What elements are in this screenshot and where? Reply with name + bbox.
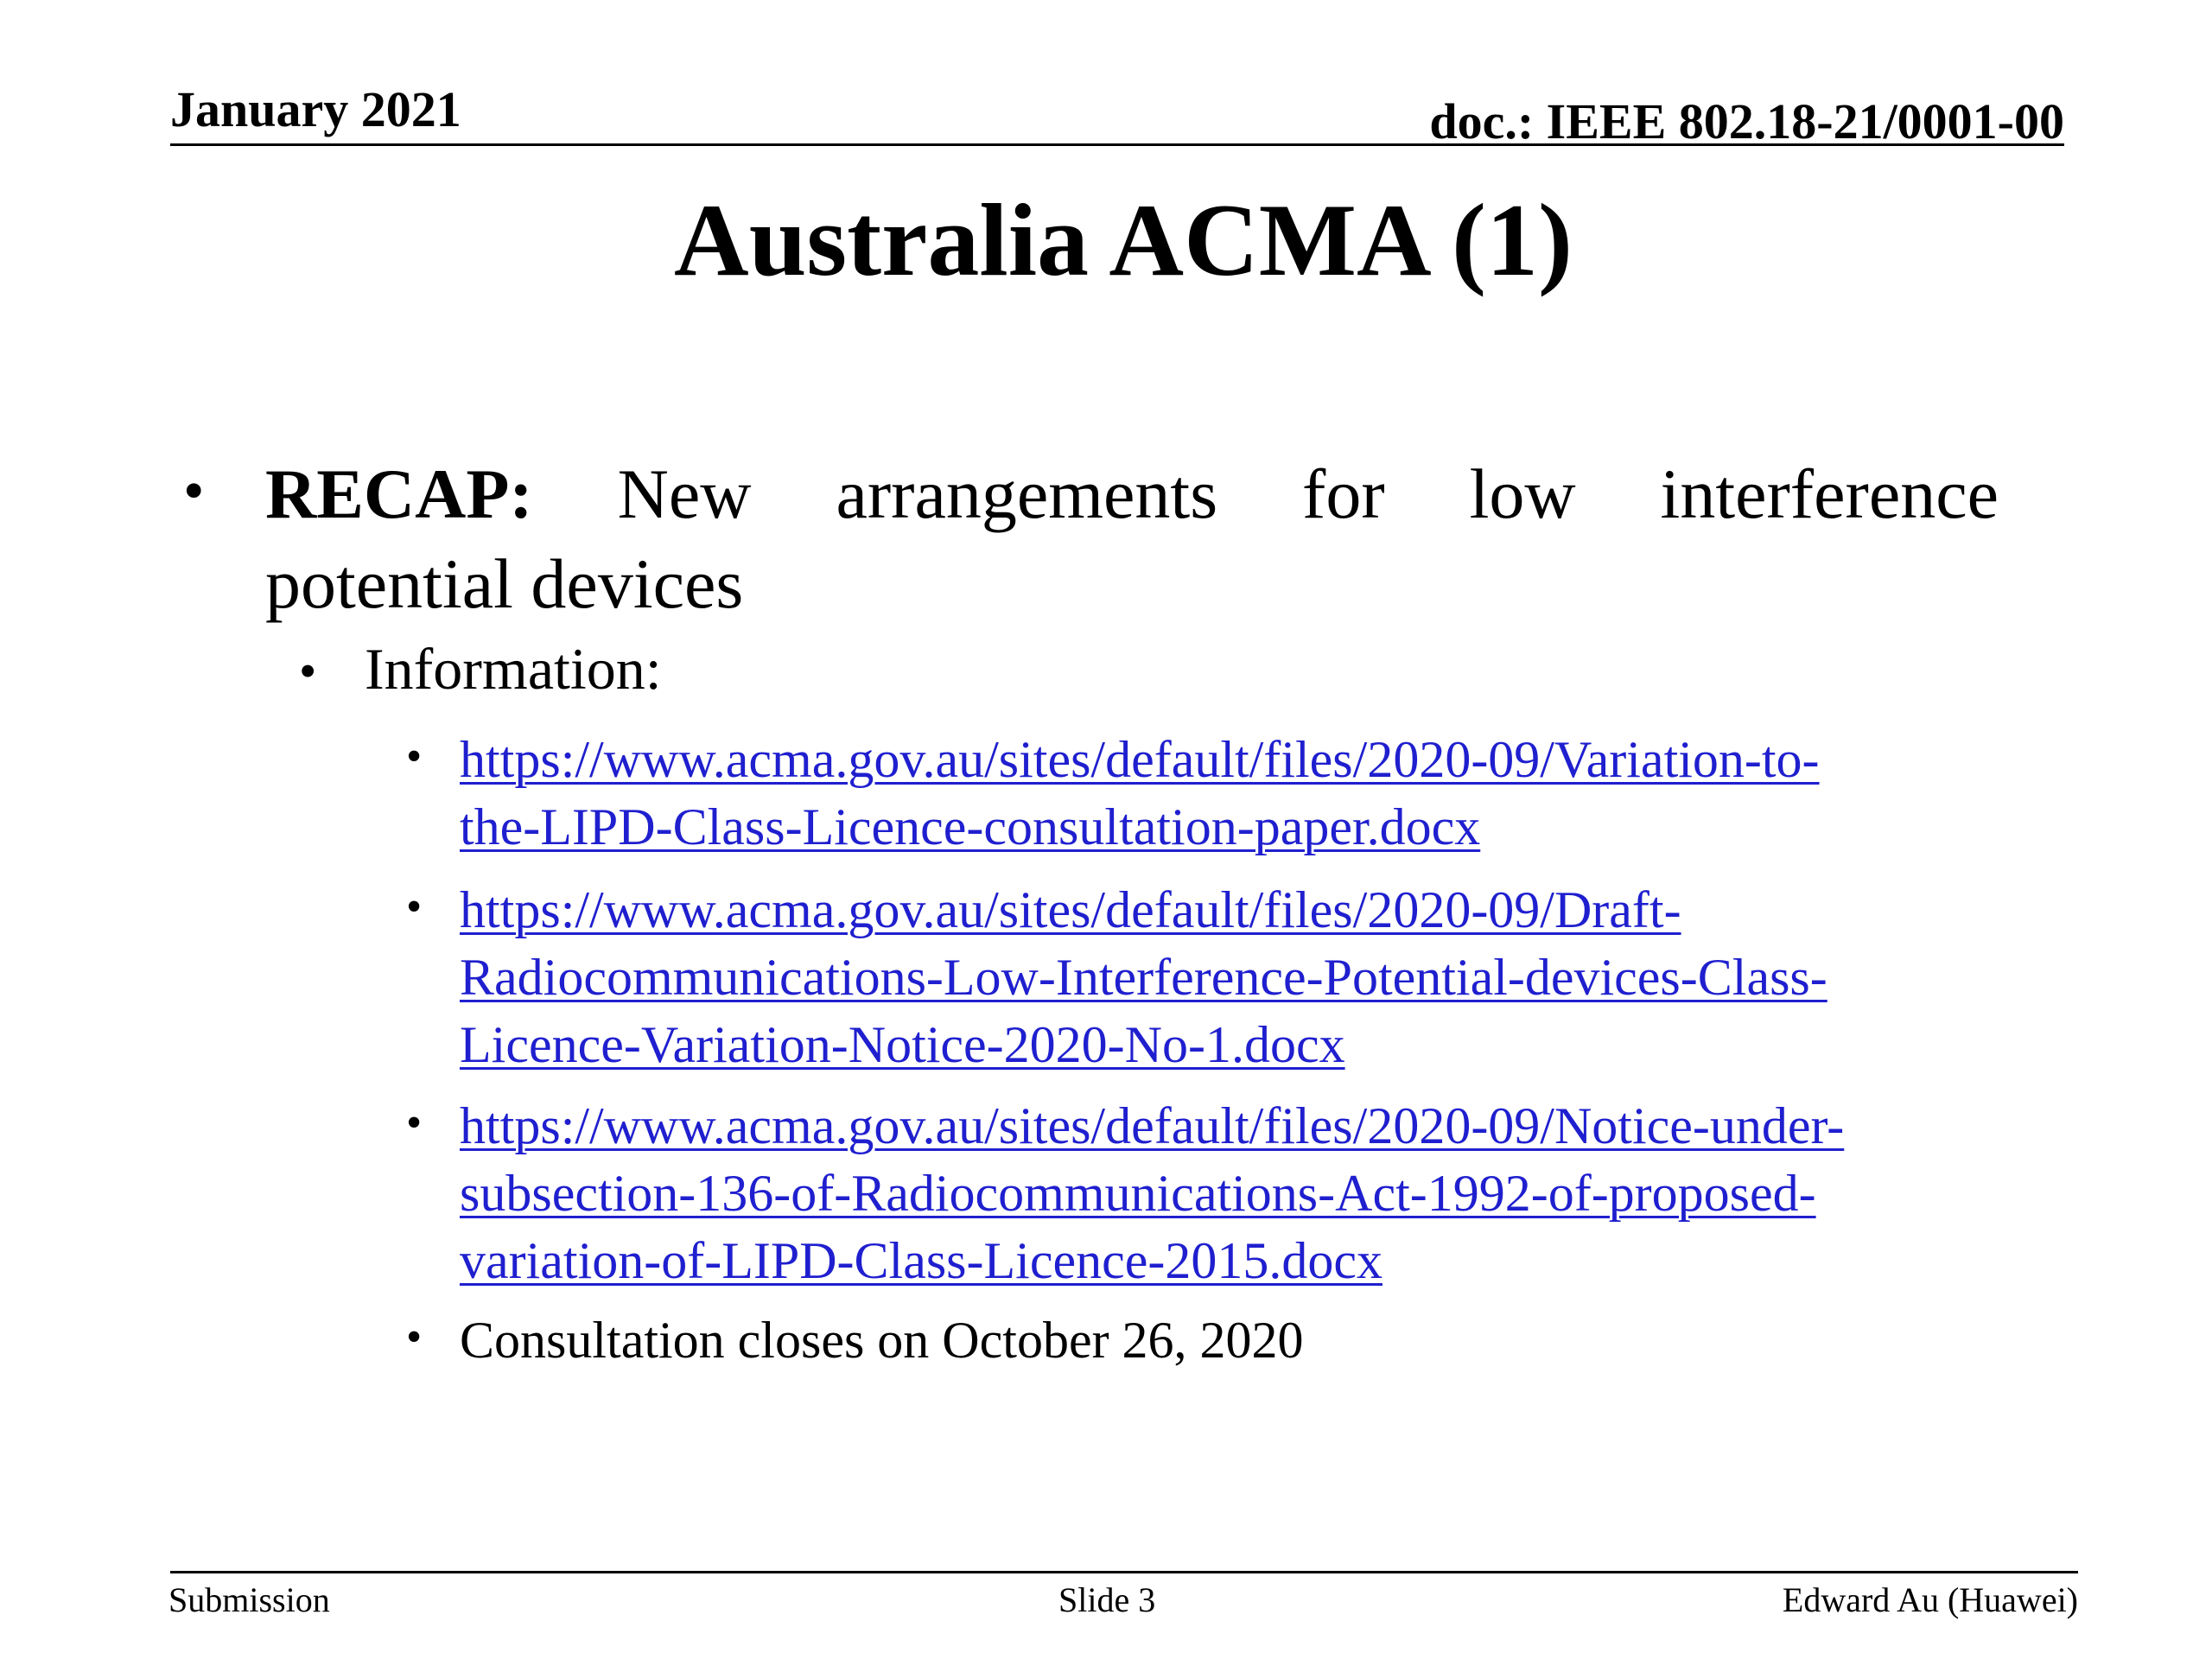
bullet-level3: •	[406, 1313, 423, 1362]
footer-slide-number: Slide 3	[1058, 1580, 1156, 1619]
link-item-3	[460, 1092, 1844, 1294]
recap-line1	[265, 449, 1999, 539]
link-2-line3[interactable]: Licence-Variation-Notice-2020-No-1.docx	[460, 1016, 1345, 1073]
bullet-level1: •	[183, 458, 205, 524]
recap-item	[265, 449, 1999, 629]
footer-divider	[170, 1571, 2078, 1573]
link-variation-consultation-paper[interactable]	[460, 731, 1820, 855]
link-notice-subsection-136[interactable]	[460, 1097, 1844, 1289]
recap-text: New arrangements for low interference	[532, 454, 1999, 533]
recap-line2: potential devices	[265, 544, 744, 623]
link-1-line2[interactable]: the-LIPD-Class-Licence-consultation-paper.docx	[460, 798, 1481, 855]
footer-submission: Submission	[168, 1580, 330, 1619]
link-1-line1[interactable]: https://www.acma.gov.au/sites/default/files/2020-09/Variation-to-	[460, 731, 1820, 788]
bullet-level3: •	[406, 1098, 423, 1147]
link-2-line2[interactable]: Radiocommunications-Low-Interference-Potential-devices-Class-	[460, 949, 1827, 1006]
bullet-level3: •	[406, 882, 423, 931]
link-item-2	[460, 876, 1827, 1078]
link-3-line1[interactable]: https://www.acma.gov.au/sites/default/files/2020-09/Notice-under-	[460, 1097, 1845, 1154]
link-3-line3[interactable]: variation-of-LIPD-Class-Licence-2015.docx	[460, 1232, 1382, 1289]
link-2-line1[interactable]: https://www.acma.gov.au/sites/default/files/2020-09/Draft-	[460, 881, 1681, 938]
footer-author: Edward Au (Huawei)	[1782, 1580, 2078, 1619]
consultation-note: Consultation closes on October 26, 2020	[460, 1312, 1304, 1369]
link-3-line2[interactable]: subsection-136-of-Radiocommunications-Act-1992-of-proposed-	[460, 1165, 1816, 1222]
header-date: January 2021	[170, 81, 461, 137]
bullet-level3: •	[406, 732, 423, 781]
slide-title: Australia ACMA (1)	[674, 182, 1573, 297]
bullet-level2: •	[299, 643, 317, 699]
link-item-1	[460, 726, 1820, 861]
information-label: Information:	[365, 636, 662, 702]
header-doc-id: doc.: IEEE 802.18-21/0001-00	[1429, 93, 2064, 149]
link-draft-variation-notice[interactable]	[460, 881, 1827, 1073]
recap-label: RECAP:	[265, 454, 533, 533]
